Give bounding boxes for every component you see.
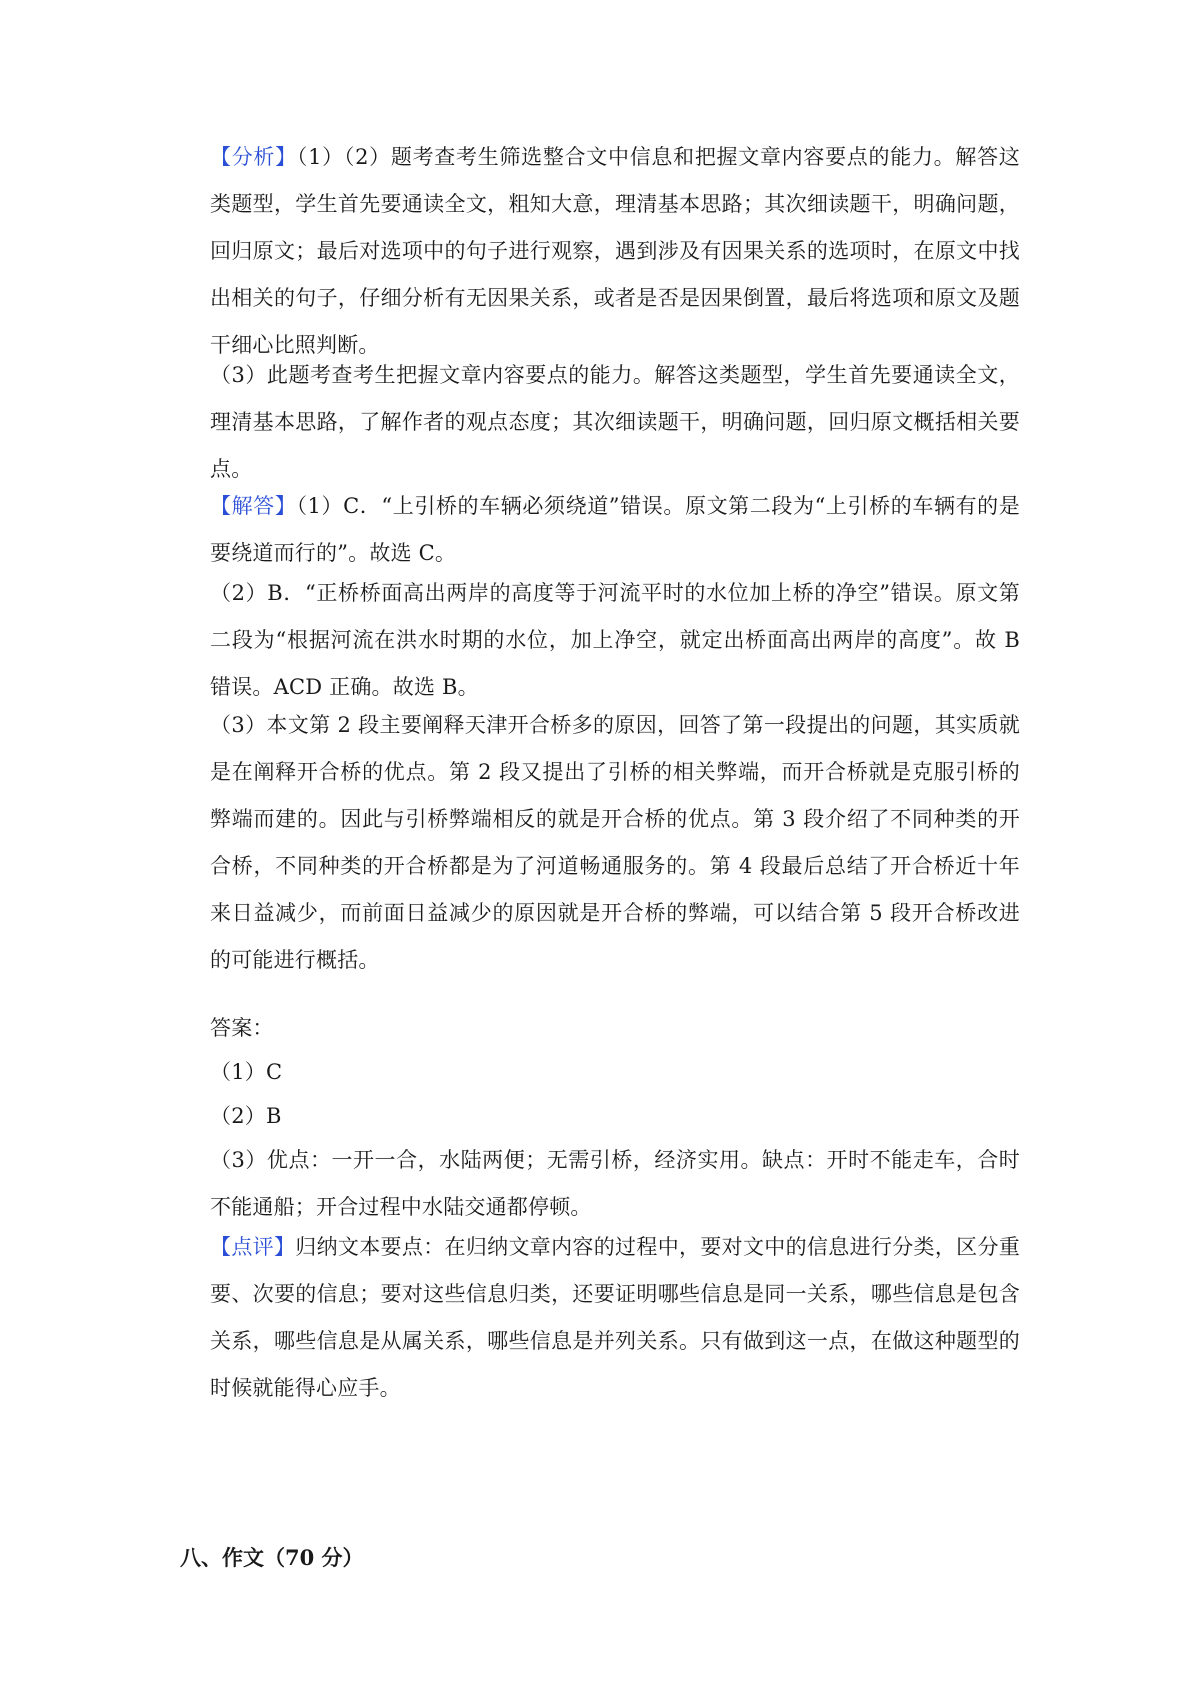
answer-item-2: （2）B [210, 1104, 282, 1128]
comment-tag: 【点评】 [210, 1235, 296, 1259]
analysis-paragraph-1 [210, 134, 1020, 369]
solution-text-3: （3）本文第 2 段主要阐释天津开合桥多的原因，回答了第一段提出的问题，其实质就是在阐释开合桥的优点。第 2 段又提出了引桥的相关弊端，而开合桥就是克服引桥的弊端而建的。因此与引桥弊端相反的就是开合桥的优点。第 3 段介绍了不同种类的开合桥，不同种类的开合桥都是为了河道畅通服务的。第 4 段最后总结了开合桥近十年来日益减少，而前面日益减少的原因就是开合桥的弊端，可以结合第 5 段开合桥改进的可能进行概括。 [210, 713, 1020, 972]
comment-paragraph [210, 1224, 1020, 1412]
section-heading: 八、作文（70 分） [180, 1545, 364, 1570]
solution-text-2: （2）B．“正桥桥面高出两岸的高度等于河流平时的水位加上桥的净空”错误。原文第二段为“根据河流在洪水时期的水位，加上净空，就定出桥面高出两岸的高度”。故 B 错误。ACD 正确。故选 B。 [210, 581, 1020, 699]
comment-text: 归纳文本要点：在归纳文章内容的过程中，要对文中的信息进行分类，区分重要、次要的信息；要对这些信息归类，还要证明哪些信息是同一关系，哪些信息是包含关系，哪些信息是从属关系，哪些信息是并列关系。只有做到这一点，在做这种题型的时候就能得心应手。 [210, 1235, 1020, 1400]
answer-label: 答案： [210, 1016, 274, 1040]
answer-item-1: （1）C [210, 1060, 283, 1084]
solution-tag: 【解答】 [210, 494, 297, 518]
solution-paragraph-3 [210, 702, 1020, 984]
analysis-tag: 【分析】 [210, 145, 297, 169]
analysis-text-1: （1）（2）题考查考生筛选整合文中信息和把握文章内容要点的能力。解答这类题型，学生首先要通读全文，粗知大意，理清基本思路；其次细读题干，明确问题，回归原文；最后对选项中的句子进行观察，遇到涉及有因果关系的选项时，在原文中找出相关的句子，仔细分析有无因果关系，或者是否是因果倒置，最后将选项和原文及题干细心比照判断。 [210, 145, 1020, 357]
solution-paragraph-2 [210, 570, 1020, 711]
solution-paragraph-1 [210, 483, 1020, 577]
answer-item-3: （3）优点：一开一合，水陆两便；无需引桥，经济实用。缺点：开时不能走车，合时不能通船；开合过程中水陆交通都停顿。 [210, 1148, 1020, 1219]
solution-text-1: （1）C．“上引桥的车辆必须绕道”错误。原文第二段为“上引桥的车辆有的是要绕道而行的”。故选 C。 [210, 494, 1020, 565]
analysis-paragraph-2 [210, 352, 1020, 493]
analysis-text-2: （3）此题考查考生把握文章内容要点的能力。解答这类题型，学生首先要通读全文，理清基本思路，了解作者的观点态度；其次细读题干，明确问题，回归原文概括相关要点。 [210, 363, 1020, 481]
